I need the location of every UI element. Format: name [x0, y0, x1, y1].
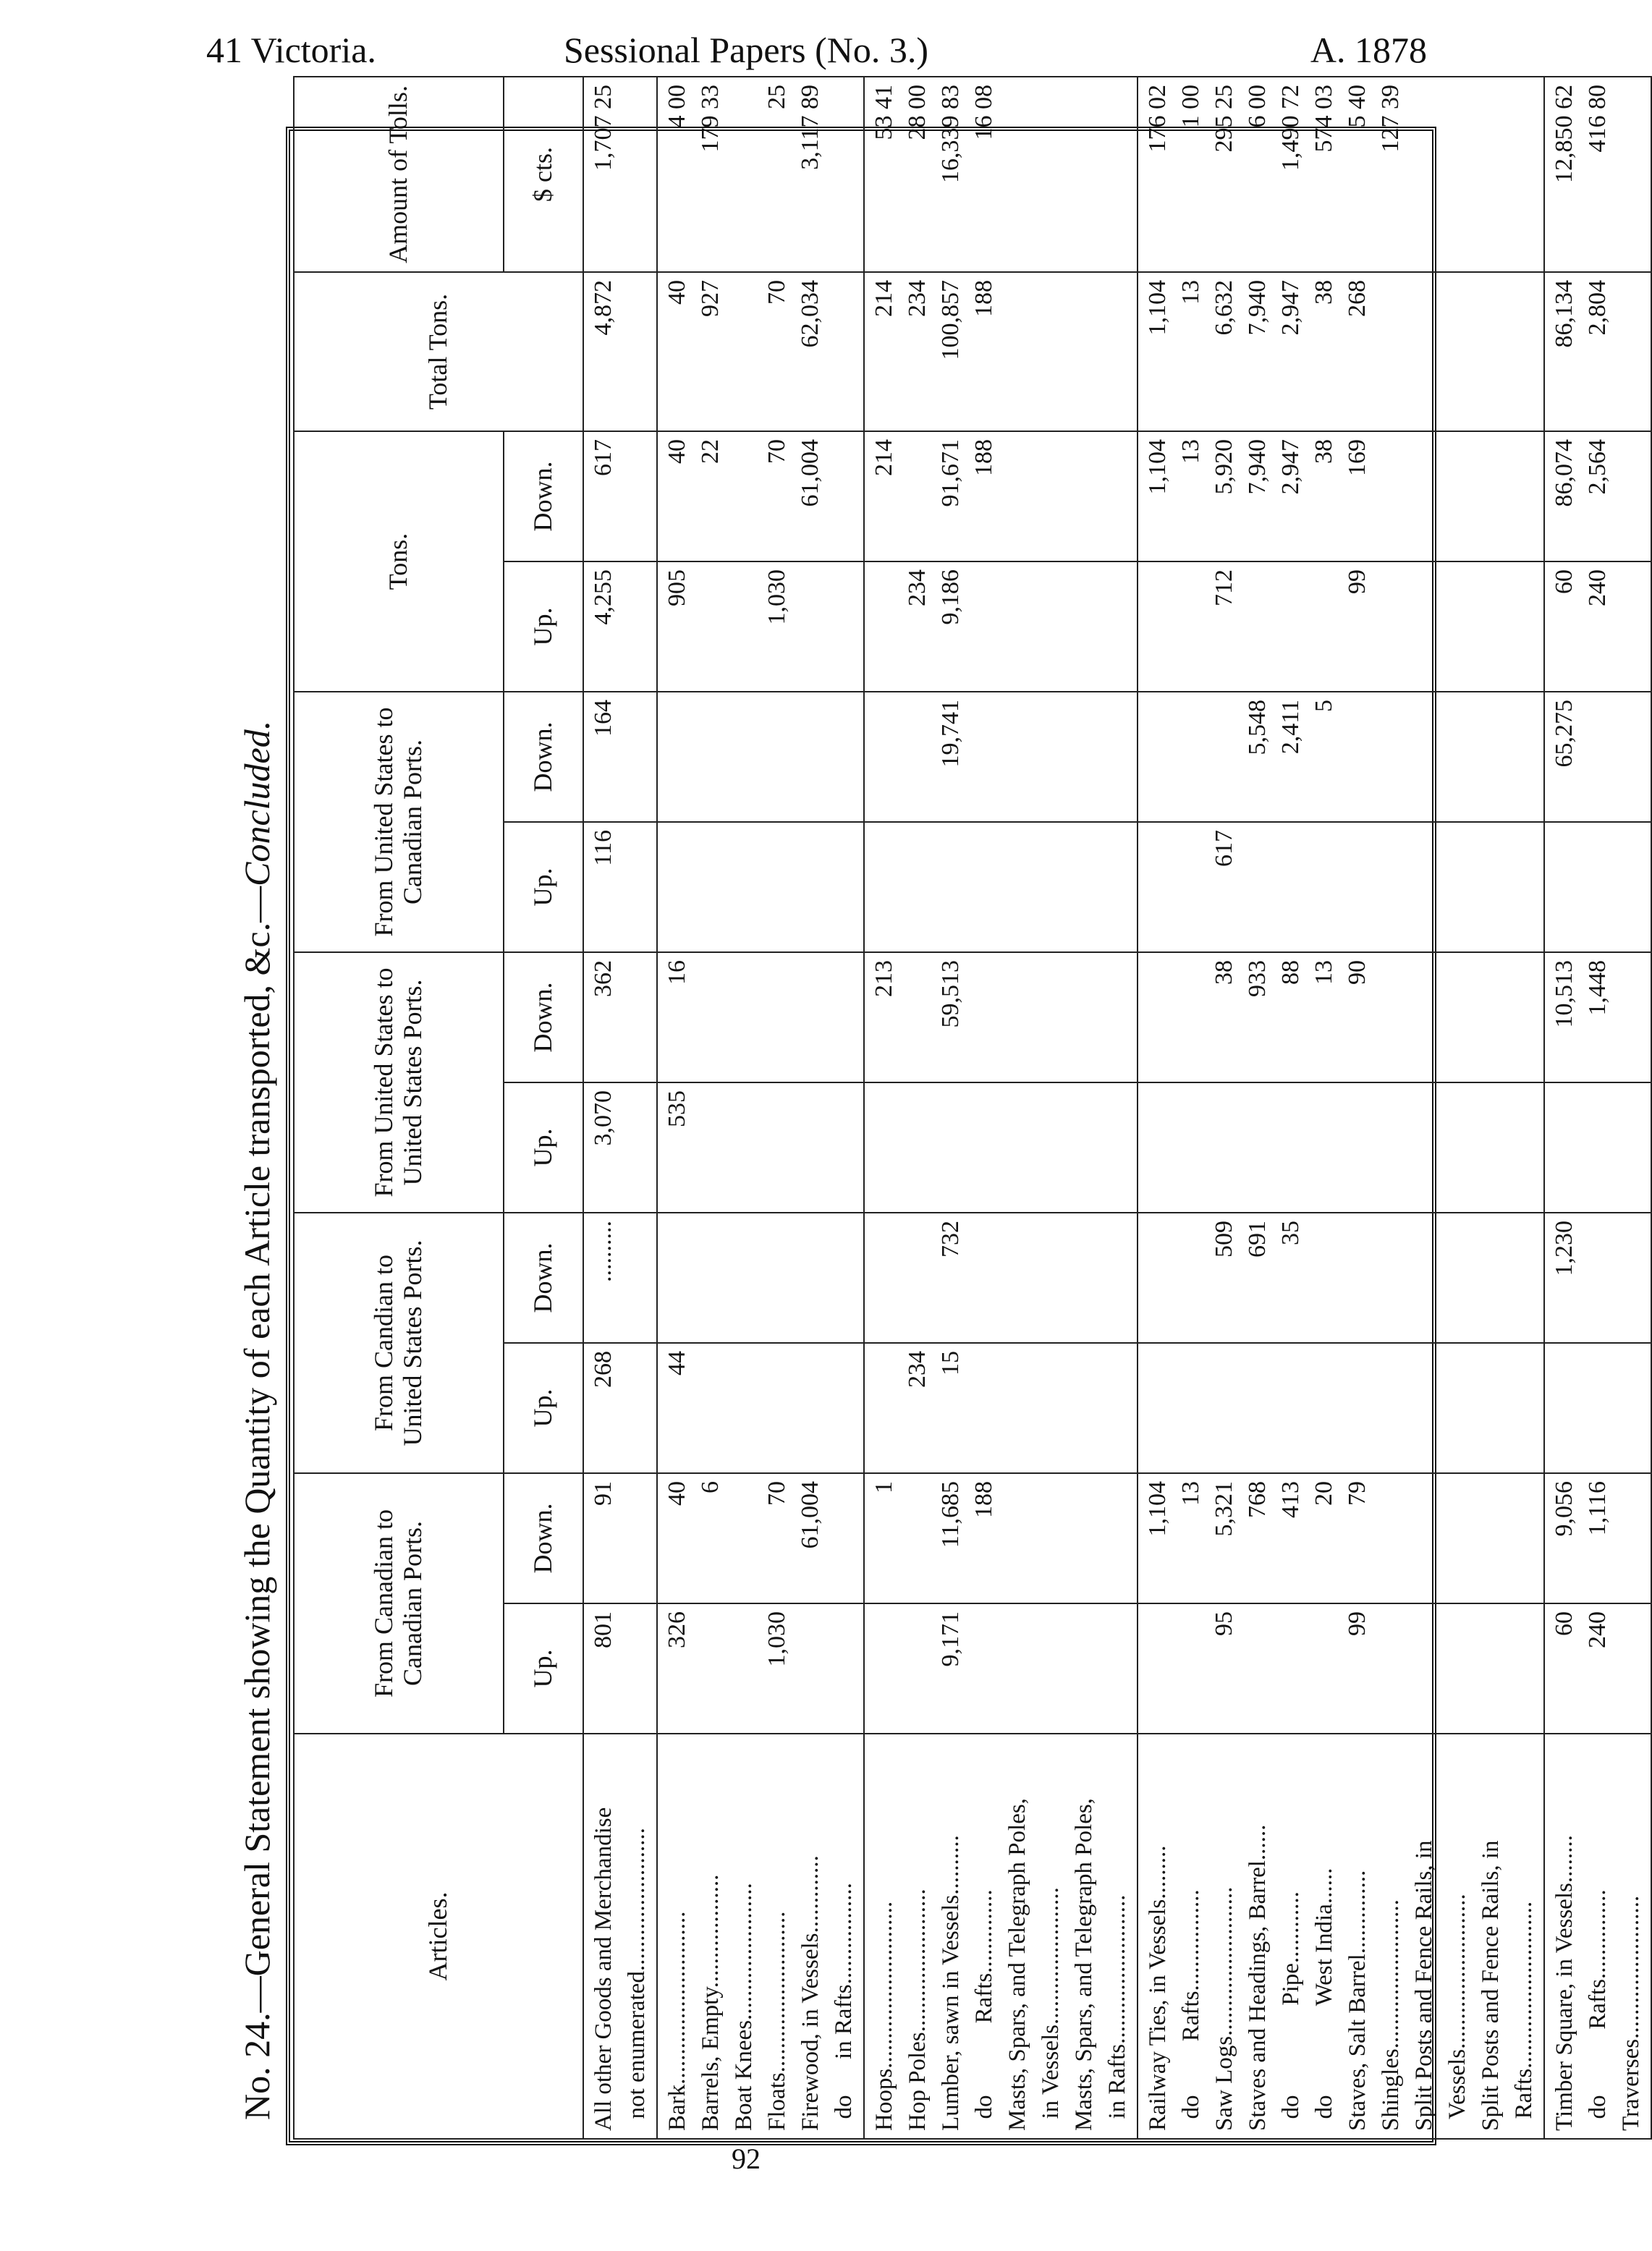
- header-sessional-papers: Sessional Papers (No. 3.): [563, 30, 929, 70]
- cell-us-us-up: [1544, 1082, 1651, 1213]
- cell-us-can-down: 164: [583, 692, 657, 822]
- table-title-text: [235, 721, 279, 2120]
- cell-us-us-up: [1138, 1082, 1544, 1213]
- col-header-can-us: From Candian to United States Ports.: [294, 1213, 504, 1473]
- cell-us-can-up: 617: [1138, 822, 1544, 952]
- cell-can-can-up: 60 240: [1544, 1603, 1651, 1734]
- cell-us-can-up: [864, 822, 1138, 952]
- cell-us-us-up: 3,070: [583, 1082, 657, 1213]
- cell-tolls: 1,707 25: [583, 77, 657, 272]
- cell-us-can-down: 65,275: [1544, 692, 1651, 822]
- col-header-us-can: From United States to Canadian Ports.: [294, 692, 504, 952]
- cell-us-can-down: 5,548 2,411 5: [1138, 692, 1544, 822]
- article-names: Railway Ties, in Vessels......... do Rafts................. Saw Logs......................... Staves and Headings, Barrel...... do Pipe............ do West India...... Staves, Salt Barrel.............. Shingles......................... Split Posts and Fence Rails, in Vessels.......................... Split Posts and Fence Rails, in Rafts............................: [1138, 1734, 1544, 2139]
- cell-can-us-down: ..........: [583, 1213, 657, 1343]
- statement-table: [293, 76, 1652, 2140]
- col-header-articles: Articles.: [294, 1734, 583, 2139]
- cell-can-us-up: 234 15: [864, 1343, 1138, 1473]
- table-row-group-4: [1138, 77, 1544, 2139]
- cell-us-us-down: 362: [583, 952, 657, 1082]
- cell-can-can-down: 40 6 70 61,004: [657, 1473, 864, 1603]
- cell-us-us-up: [864, 1082, 1138, 1213]
- cell-can-us-down: 732: [864, 1213, 1138, 1343]
- cell-us-us-down: 16: [657, 952, 864, 1082]
- cell-can-us-down: [657, 1213, 864, 1343]
- table-row-group-5: [1544, 77, 1651, 2139]
- cell-tons-down: 214 91,671 188: [864, 431, 1138, 561]
- subheader-up: Up.: [504, 822, 583, 952]
- subheader-tolls-units: $ cts.: [504, 77, 583, 272]
- cell-total-tons: 214 234 100,857 188: [864, 272, 1138, 431]
- subheader-down: Down.: [504, 1213, 583, 1343]
- subheader-up: Up.: [504, 1603, 583, 1734]
- article-names: Hoops............................ Hop Poles........................ Lumber, sawn in Vessels.......... do Rafts.............. Masts, Spars, and Telegraph Poles, in Vessels....................... Masts, Spars, and Telegraph Poles, in Rafts.........................: [864, 1734, 1138, 2139]
- cell-can-can-up: 9,171: [864, 1603, 1138, 1734]
- table-title-main: No. 24.—General Statement showing the Quantity of each Article transported, &c.—: [237, 886, 277, 2120]
- article-names: All other Goods and Merchandise not enumerated........................: [583, 1734, 657, 2139]
- cell-total-tons: 1,104 13 6,632 7,940 2,947 38 268: [1138, 272, 1544, 431]
- table-frame: [286, 84, 1644, 2145]
- cell-tolls: 176 02 1 00 295 25 6 00 1,490 72 574 03 5 40 127 39: [1138, 77, 1544, 272]
- cell-can-us-up: [1544, 1343, 1651, 1473]
- cell-tons-down: 1,104 13 5,920 7,940 2,947 38 169: [1138, 431, 1544, 561]
- cell-us-us-up: 535: [657, 1082, 864, 1213]
- cell-tons-down: 40 22 70 61,004: [657, 431, 864, 561]
- col-header-tolls: Amount of Tolls.: [294, 77, 504, 272]
- cell-total-tons: 86,134 2,804: [1544, 272, 1651, 431]
- table-row-group-1: [583, 77, 657, 2139]
- cell-us-us-down: 213 59,513: [864, 952, 1138, 1082]
- subheader-down: Down.: [504, 692, 583, 822]
- cell-can-us-up: [1138, 1343, 1544, 1473]
- cell-can-us-down: 509 691 35: [1138, 1213, 1544, 1343]
- subheader-up: Up.: [504, 1082, 583, 1213]
- cell-tons-up: 905 1,030: [657, 561, 864, 692]
- col-header-can-can: From Canadian to Canadian Ports.: [294, 1473, 504, 1734]
- cell-us-can-down: 19,741: [864, 692, 1138, 822]
- table-row-group-2: [657, 77, 864, 2139]
- cell-us-us-down: 10,513 1,448: [1544, 952, 1651, 1082]
- table-title: [206, 130, 277, 2156]
- cell-tolls: 4 00 179 33 25 3,117 89: [657, 77, 864, 272]
- cell-can-can-down: 1 11,685 188: [864, 1473, 1138, 1603]
- cell-can-can-up: 326 1,030: [657, 1603, 864, 1734]
- article-names: Timber Square, in Vessels........ do Rafts............... Traverses........................: [1544, 1734, 1651, 2139]
- subheader-down: Down.: [504, 431, 583, 561]
- page-number: 92: [732, 2142, 761, 2175]
- subheader-down: Down.: [504, 1473, 583, 1603]
- cell-tolls: 12,850 62 416 80: [1544, 77, 1651, 272]
- subheader-up: Up.: [504, 561, 583, 692]
- subheader-up: Up.: [504, 1343, 583, 1473]
- cell-can-can-up: 95 99: [1138, 1603, 1544, 1734]
- cell-total-tons: 40 927 70 62,034: [657, 272, 864, 431]
- cell-can-can-down: 9,056 1,116: [1544, 1473, 1651, 1603]
- col-header-total: Total Tons.: [294, 272, 583, 431]
- cell-total-tons: 4,872: [583, 272, 657, 431]
- table-title-concluded: Concluded.: [237, 720, 277, 886]
- cell-can-can-up: 801: [583, 1603, 657, 1734]
- cell-tons-up: 234 9,186: [864, 561, 1138, 692]
- cell-us-can-up: [657, 822, 864, 952]
- col-header-tons: Tons.: [294, 431, 504, 692]
- cell-us-can-down: [657, 692, 864, 822]
- cell-tons-up: 712 99: [1138, 561, 1544, 692]
- cell-us-can-up: [1544, 822, 1651, 952]
- cell-can-us-up: 268: [583, 1343, 657, 1473]
- col-header-us-us: From United States to United States Ports.: [294, 952, 504, 1213]
- subheader-down: Down.: [504, 952, 583, 1082]
- cell-us-us-down: 38 933 88 13 90: [1138, 952, 1544, 1082]
- cell-tons-up: 60 240: [1544, 561, 1651, 692]
- cell-can-can-down: 1,104 13 5,321 768 413 20 79: [1138, 1473, 1544, 1603]
- cell-tons-up: 4,255: [583, 561, 657, 692]
- cell-tolls: 53 41 28 00 16,339 83 16 08: [864, 77, 1138, 272]
- table-row-group-3: [864, 77, 1138, 2139]
- cell-tons-down: 86,074 2,564: [1544, 431, 1651, 561]
- cell-us-can-up: 116: [583, 822, 657, 952]
- cell-can-can-down: 91: [583, 1473, 657, 1603]
- cell-can-us-down: 1,230: [1544, 1213, 1651, 1343]
- header-volume: 41 Victoria.: [206, 30, 376, 70]
- header-year: A. 1878: [1310, 30, 1427, 70]
- article-names: Bark............................. Barrels, Empty................... Boat Knees....................... Floats........................... Firewood, in Vessels............. do in Rafts.................: [657, 1734, 864, 2139]
- rotated-table-container: [293, 84, 1644, 2140]
- cell-can-us-up: 44: [657, 1343, 864, 1473]
- cell-tons-down: 617: [583, 431, 657, 561]
